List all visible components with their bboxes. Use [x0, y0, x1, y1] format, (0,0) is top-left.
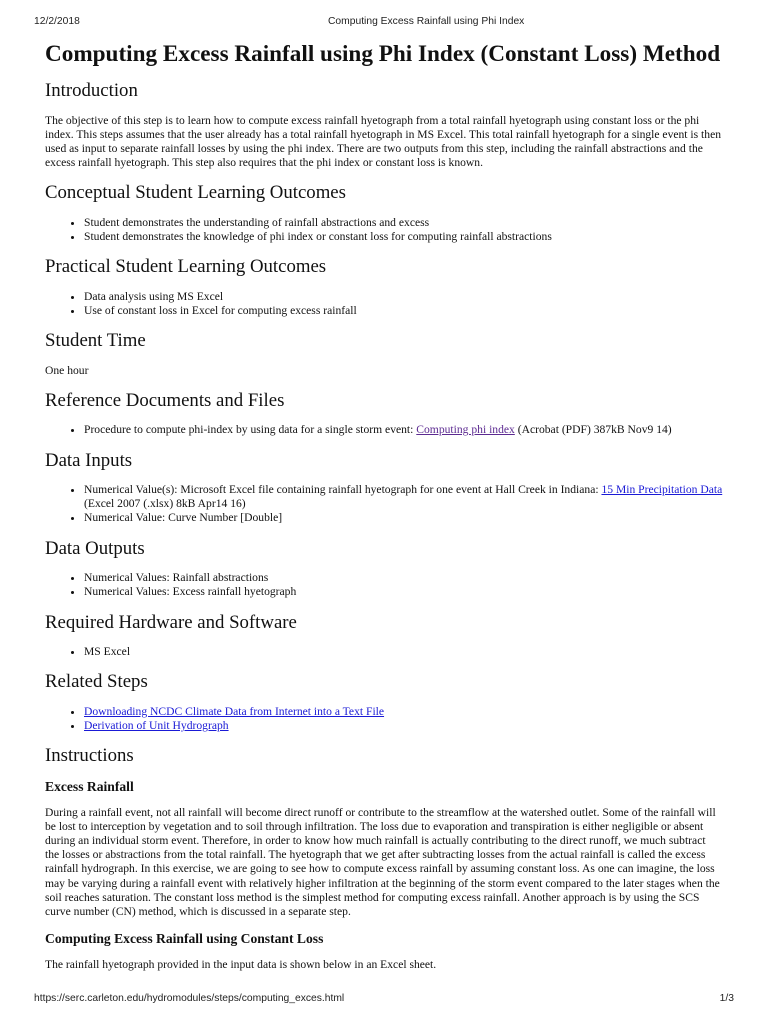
data-inputs-heading: Data Inputs	[45, 449, 133, 471]
constant-loss-paragraph	[45, 958, 735, 972]
related-steps-section	[45, 671, 735, 733]
hardware-software-list	[45, 645, 735, 659]
print-url: https://serc.carleton.edu/hydromodules/steps/computing_exces.html	[34, 993, 345, 1004]
paragraph-line: be lost to interception by vegetation and to soil through infiltration. The loss due to evaporation and transpiration is either negligible or absent	[45, 819, 704, 833]
data-outputs-list	[45, 571, 735, 599]
data-inputs-section	[45, 450, 735, 526]
list-item	[84, 705, 735, 719]
paragraph-line: index. This steps assumes that the user already has a total rainfall hyetograph in MS Excel. This total rainfall hyetograph for a single event is then	[45, 127, 722, 141]
paragraph-line: The objective of this step is to learn how to compute excess rainfall hyetograph from a total rainfall hyetograph using constant loss or the phi	[45, 113, 700, 127]
print-header	[0, 15, 768, 28]
hardware-software-heading: Required Hardware and Software	[45, 611, 297, 633]
paragraph-line: During a rainfall event, not all rainfall will become direct runoff or contribute to the streamflow at the watershed outlet. Some of the rainfall will	[45, 805, 716, 819]
introduction-section	[45, 80, 735, 170]
data-outputs-section	[45, 538, 735, 600]
related-steps-list	[45, 705, 735, 733]
reference-documents-list	[45, 423, 735, 437]
introduction-paragraph	[45, 114, 735, 171]
list-item: • Numerical Value: Curve Number [Double]	[84, 511, 735, 525]
paragraph-line: soil reaches saturation. The constant loss method is the simplest method for computing excess rainfall. Another approach is by using the SCS	[45, 890, 700, 904]
computing-phi-index-link[interactable]: Computing phi index	[416, 423, 515, 437]
instructions-section	[45, 745, 735, 972]
paragraph-line: the losses or abstractions from the total rainfall. The hyetograph that we get after subtracting losses from the actual rainfall is called the excess	[45, 848, 706, 862]
page-title: Computing Excess Rainfall using Phi Index (Constant Loss) Method	[45, 41, 721, 67]
practical-outcomes-list	[45, 290, 735, 318]
data-outputs-heading: Data Outputs	[45, 537, 145, 559]
hardware-software-section	[45, 612, 735, 660]
list-item	[84, 423, 735, 437]
student-time-text	[45, 364, 735, 378]
related-steps-heading: Related Steps	[45, 671, 148, 693]
paragraph-line: The rainfall hyetograph provided in the input data is shown below in an Excel sheet.	[45, 958, 437, 972]
paragraph-line: may be varying during a rainfall event with relatively higher infiltration at the beginning of the storm event compared to the later stages when the	[45, 876, 720, 890]
file-info-text: (Acrobat (PDF) 387kB Nov9 14)	[514, 423, 672, 437]
unit-hydrograph-link[interactable]: Derivation of Unit Hydrograph	[84, 718, 229, 732]
list-item	[84, 719, 735, 733]
paragraph-line: One hour	[45, 363, 89, 377]
reference-documents-heading: Reference Documents and Files	[45, 389, 285, 411]
list-item-text: Procedure to compute phi-index by using data for a single storm event:	[84, 423, 417, 437]
ncdc-climate-data-link[interactable]: Downloading NCDC Climate Data from Internet into a Text File	[84, 704, 385, 718]
excess-rainfall-paragraph	[45, 806, 735, 920]
list-item: • Use of constant loss in Excel for computing excess rainfall	[84, 304, 735, 318]
paragraph-line: during an individual storm event. Therefore, in order to know how much rainfall is actually contributing to the direct runoff, we much subtract	[45, 834, 706, 848]
practical-outcomes-section	[45, 256, 735, 318]
list-item: • Student demonstrates the understanding of rainfall abstractions and excess	[84, 216, 735, 230]
conceptual-outcomes-section	[45, 182, 735, 244]
paragraph-line: curve number (CN) method, which is discussed in a separate step.	[45, 905, 351, 919]
list-item: • Data analysis using MS Excel	[84, 290, 735, 304]
list-item: • Student demonstrates the knowledge of phi index or constant loss for computing rainfall abstractions	[84, 230, 735, 244]
instructions-heading: Instructions	[45, 745, 134, 767]
file-info-text: (Excel 2007 (.xlsx) 8kB Apr14 16)	[84, 497, 246, 511]
excess-rainfall-heading: Excess Rainfall	[45, 778, 134, 794]
list-item: • Numerical Values: Excess rainfall hyetograph	[84, 585, 735, 599]
list-item: • Numerical Values: Rainfall abstractions	[84, 571, 735, 585]
list-item-text: Numerical Value(s): Microsoft Excel file containing rainfall hyetograph for one event at Hall Creek in Indiana:	[84, 483, 602, 497]
paragraph-line: rainfall hydrograph. In this exercise, we are going to see how to compute excess rainfall by assuming constant loss. As one can imagine, the loss	[45, 862, 715, 876]
paragraph-line: used as input to separate rainfall losses by using the phi index. There are two outputs from this step, including the rainfall abstractions and the	[45, 141, 703, 155]
student-time-heading: Student Time	[45, 330, 146, 352]
print-document-title: Computing Excess Rainfall using Phi Index	[328, 16, 525, 27]
constant-loss-heading: Computing Excess Rainfall using Constant Loss	[45, 931, 324, 947]
print-footer	[0, 992, 768, 1005]
student-time-section	[45, 330, 735, 378]
conceptual-outcomes-heading: Conceptual Student Learning Outcomes	[45, 182, 346, 204]
precipitation-data-link[interactable]: 15 Min Precipitation Data	[601, 483, 723, 497]
article	[45, 40, 735, 984]
reference-documents-section	[45, 390, 735, 438]
data-inputs-list	[45, 483, 735, 526]
conceptual-outcomes-list	[45, 216, 735, 244]
print-date: 12/2/2018	[34, 16, 80, 27]
introduction-heading: Introduction	[45, 80, 138, 101]
print-page-number: 1/3	[719, 993, 734, 1004]
paragraph-line: excess rainfall hyetograph. This step also requires that the phi index or constant loss is known.	[45, 156, 484, 170]
list-item	[84, 483, 735, 511]
practical-outcomes-heading: Practical Student Learning Outcomes	[45, 256, 327, 278]
list-item: • MS Excel	[84, 645, 735, 659]
